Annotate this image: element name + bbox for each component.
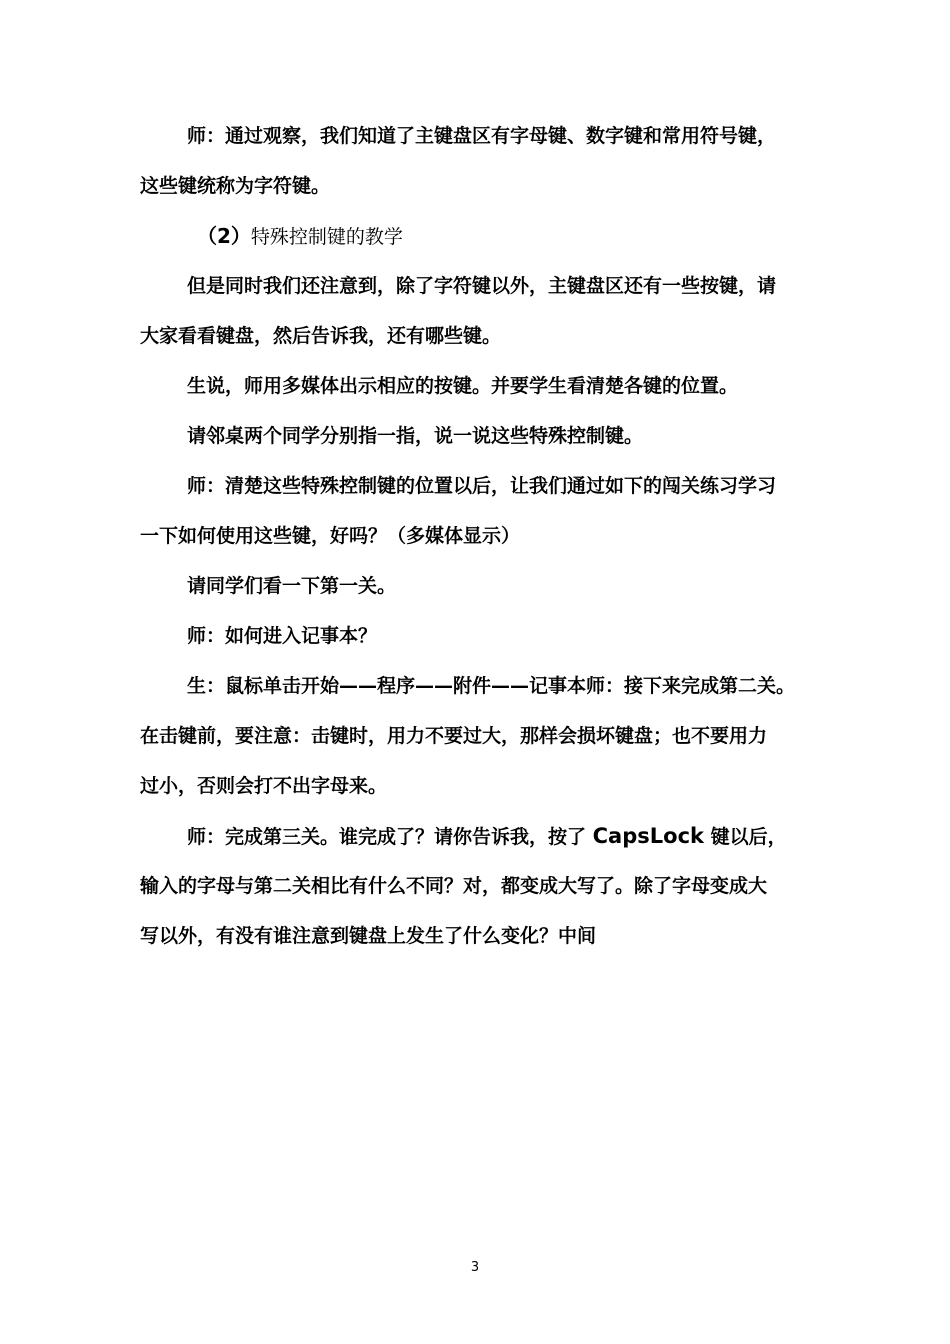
capslock-term: CapsLock [592, 824, 704, 848]
paragraph-line: 这些键统称为字符键。 [140, 175, 331, 197]
paragraph-line: 师：如何进入记事本？ [187, 625, 378, 647]
paragraph-line: 师：通过观察，我们知道了主键盘区有字母键、数字键和常用符号键， [187, 125, 777, 147]
paragraph-line: 在击键前，要注意：击键时，用力不要过大，那样会损坏键盘；也不要用力 [140, 725, 768, 747]
paragraph-line: 请邻桌两个同学分别指一指，说一说这些特殊控制键。 [187, 425, 644, 447]
paragraph-line: 一下如何使用这些键，好吗？（多媒体显示） [140, 525, 521, 547]
line-segment: 师：完成第三关。谁完成了？请你告诉我，按了 [187, 826, 587, 848]
paragraph-line: 请同学们看一下第一关。 [187, 575, 397, 597]
section-heading [140, 218, 830, 268]
paragraph-line: 输入的字母与第二关相比有什么不同？对，都变成大写了。除了字母变成大 [140, 875, 768, 897]
paragraph-line: 生说，师用多媒体出示相应的按键。并要学生看清楚各键的位置。 [187, 375, 739, 397]
line-segment: 键以后， [710, 826, 787, 848]
paragraph-line: 但是同时我们还注意到，除了字符键以外，主键盘区还有一些按键，请 [187, 275, 777, 297]
paragraph-line: 大家看看键盘，然后告诉我，还有哪些键。 [140, 325, 502, 347]
paragraph-line: 生：鼠标单击开始——程序——附件——记事本师：接下来完成第二关。 [187, 675, 796, 697]
heading-title: 特殊控制键的教学 [250, 226, 403, 248]
page-number: 3 [470, 1260, 480, 1275]
heading-number: （2） [197, 224, 251, 248]
paragraph-line: 过小，否则会打不出字母来。 [140, 775, 388, 797]
paragraph-line: 师：清楚这些特殊控制键的位置以后，让我们通过如下的闯关练习学习 [187, 475, 777, 497]
body-text [140, 118, 830, 968]
paragraph-line [140, 818, 830, 868]
paragraph-line: 写以外，有没有谁注意到键盘上发生了什么变化？中间 [140, 925, 597, 947]
